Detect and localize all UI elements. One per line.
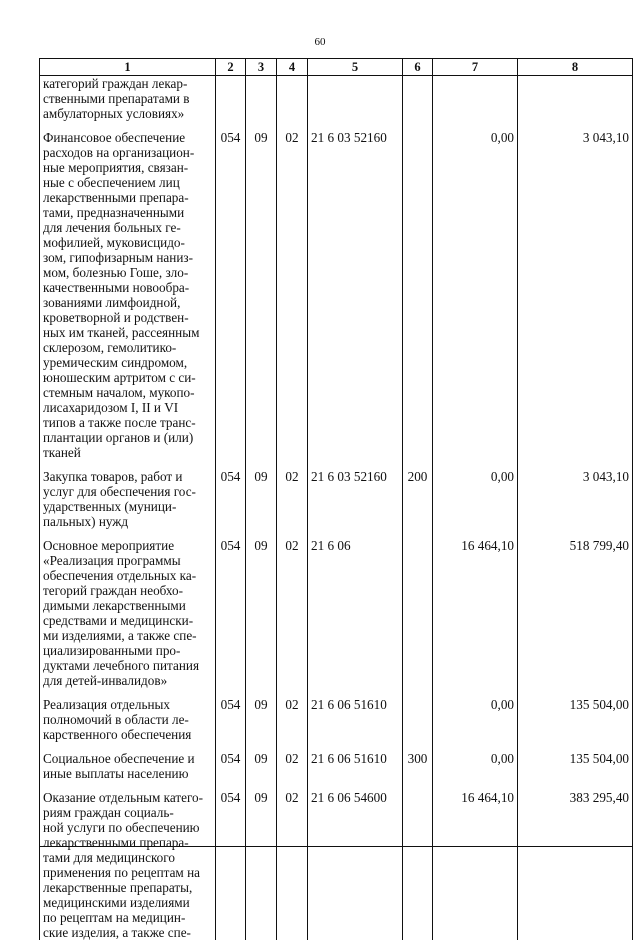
row-name-line: по рецептам на медицин- bbox=[43, 910, 212, 925]
amount-col7-cell: 0,00 bbox=[433, 697, 518, 742]
row-name-line: Социальное обеспечение и bbox=[43, 751, 212, 766]
spacer-cell bbox=[40, 781, 216, 790]
ministry-code-cell: 054 bbox=[216, 130, 246, 460]
spacer-cell bbox=[308, 688, 403, 697]
spacer-cell bbox=[403, 529, 433, 538]
row-name-line: уремическим синдромом, bbox=[43, 355, 212, 370]
subsection-code-cell: 02 bbox=[277, 697, 308, 742]
row-name-line: применения по рецептам на bbox=[43, 865, 212, 880]
spacer-cell bbox=[433, 460, 518, 469]
table-row bbox=[40, 751, 633, 781]
row-name-line: склерозом, гемолитико- bbox=[43, 340, 212, 355]
row-name-line: лекарственными препара- bbox=[43, 190, 212, 205]
amount-col8-cell: 135 504,00 bbox=[518, 697, 633, 742]
spacer-cell bbox=[216, 781, 246, 790]
spacer-cell bbox=[40, 688, 216, 697]
spacer-cell bbox=[40, 460, 216, 469]
spacer-cell bbox=[40, 121, 216, 130]
row-name-line: дуктами лечебного питания bbox=[43, 658, 212, 673]
row-name-line: категорий граждан лекар- bbox=[43, 76, 212, 91]
spacer-cell bbox=[518, 742, 633, 751]
amount-col8-cell: 383 295,40 bbox=[518, 790, 633, 940]
row-name-line: кроветворной и родствен- bbox=[43, 310, 212, 325]
row-name-line: Закупка товаров, работ и bbox=[43, 469, 212, 484]
table-row bbox=[40, 790, 633, 940]
spacer-cell bbox=[403, 742, 433, 751]
subsection-code-cell bbox=[277, 76, 308, 122]
spacer-cell bbox=[403, 460, 433, 469]
spacer-cell bbox=[277, 529, 308, 538]
row-name-line: ные с обеспечением лиц bbox=[43, 175, 212, 190]
target-article-cell: 21 6 06 bbox=[308, 538, 403, 688]
section-code-cell: 09 bbox=[246, 538, 277, 688]
target-article-cell bbox=[308, 76, 403, 122]
spacer-cell bbox=[277, 742, 308, 751]
amount-col7-cell: 0,00 bbox=[433, 130, 518, 460]
row-name-line: тканей bbox=[43, 445, 212, 460]
row-name-line: типов а также после транс- bbox=[43, 415, 212, 430]
column-header: 2 bbox=[216, 59, 246, 76]
amount-col8-cell: 518 799,40 bbox=[518, 538, 633, 688]
row-name-line: лекарственные препараты, bbox=[43, 880, 212, 895]
spacer-cell bbox=[433, 121, 518, 130]
target-article-cell: 21 6 06 51610 bbox=[308, 697, 403, 742]
amount-col7-cell bbox=[433, 76, 518, 122]
expense-type-cell bbox=[403, 697, 433, 742]
spacer-cell bbox=[518, 781, 633, 790]
spacer-cell bbox=[518, 460, 633, 469]
spacer-cell bbox=[246, 781, 277, 790]
row-name-cell bbox=[40, 469, 216, 529]
ministry-code-cell: 054 bbox=[216, 469, 246, 529]
row-name-line: «Реализация программы bbox=[43, 553, 212, 568]
spacer-cell bbox=[433, 742, 518, 751]
table-row bbox=[40, 538, 633, 688]
column-header: 6 bbox=[403, 59, 433, 76]
spacer-cell bbox=[216, 460, 246, 469]
amount-col8-cell: 135 504,00 bbox=[518, 751, 633, 781]
subsection-code-cell: 02 bbox=[277, 751, 308, 781]
section-code-cell: 09 bbox=[246, 697, 277, 742]
page-bottom-rule bbox=[39, 846, 632, 847]
ministry-code-cell bbox=[216, 76, 246, 122]
section-code-cell: 09 bbox=[246, 469, 277, 529]
row-name-line: ми изделиями, а также спе- bbox=[43, 628, 212, 643]
spacer-cell bbox=[246, 688, 277, 697]
row-name-cell bbox=[40, 130, 216, 460]
amount-col7-cell: 16 464,10 bbox=[433, 790, 518, 940]
row-name-line: мофилией, муковисцидо- bbox=[43, 235, 212, 250]
row-name-line: циализированными про- bbox=[43, 643, 212, 658]
column-header: 4 bbox=[277, 59, 308, 76]
row-name-line: ударственных (муници- bbox=[43, 499, 212, 514]
row-name-line: карственного обеспечения bbox=[43, 727, 212, 742]
row-name-line: амбулаторных условиях» bbox=[43, 106, 212, 121]
row-name-line: плантации органов и (или) bbox=[43, 430, 212, 445]
spacer-cell bbox=[216, 742, 246, 751]
expense-type-cell bbox=[403, 538, 433, 688]
table-row bbox=[40, 697, 633, 742]
spacer-cell bbox=[518, 688, 633, 697]
row-name-line: для лечения больных ге- bbox=[43, 220, 212, 235]
budget-table bbox=[39, 58, 633, 940]
expense-type-cell bbox=[403, 76, 433, 122]
row-name-cell bbox=[40, 751, 216, 781]
target-article-cell: 21 6 06 54600 bbox=[308, 790, 403, 940]
row-name-cell bbox=[40, 790, 216, 940]
row-name-line: мом, болезнью Гоше, зло- bbox=[43, 265, 212, 280]
row-name-line: полномочий в области ле- bbox=[43, 712, 212, 727]
amount-col8-cell: 3 043,10 bbox=[518, 469, 633, 529]
ministry-code-cell: 054 bbox=[216, 538, 246, 688]
row-name-line: зованиями лимфоидной, bbox=[43, 295, 212, 310]
row-name-line: иные выплаты населению bbox=[43, 766, 212, 781]
row-name-line: Реализация отдельных bbox=[43, 697, 212, 712]
amount-col8-cell bbox=[518, 76, 633, 122]
row-name-line: услуг для обеспечения гос- bbox=[43, 484, 212, 499]
target-article-cell: 21 6 03 52160 bbox=[308, 130, 403, 460]
row-name-line: ственными препаратами в bbox=[43, 91, 212, 106]
spacer-cell bbox=[246, 460, 277, 469]
table-row bbox=[40, 469, 633, 529]
target-article-cell: 21 6 06 51610 bbox=[308, 751, 403, 781]
row-name-line: димыми лекарственными bbox=[43, 598, 212, 613]
row-name-line: риям граждан социаль- bbox=[43, 805, 212, 820]
row-name-cell bbox=[40, 697, 216, 742]
spacer-cell bbox=[308, 742, 403, 751]
row-name-line: ных им тканей, рассеянным bbox=[43, 325, 212, 340]
spacer-cell bbox=[246, 742, 277, 751]
column-header: 1 bbox=[40, 59, 216, 76]
row-name-line: лекарственными препара- bbox=[43, 835, 212, 850]
row-name-line: качественными новообра- bbox=[43, 280, 212, 295]
column-header: 8 bbox=[518, 59, 633, 76]
amount-col7-cell: 0,00 bbox=[433, 469, 518, 529]
spacer-cell bbox=[308, 781, 403, 790]
row-name-cell bbox=[40, 76, 216, 122]
row-name-line: для детей-инвалидов» bbox=[43, 673, 212, 688]
row-name-line: Финансовое обеспечение bbox=[43, 130, 212, 145]
spacer-cell bbox=[518, 529, 633, 538]
spacer-cell bbox=[277, 781, 308, 790]
row-spacer bbox=[40, 688, 633, 697]
section-code-cell bbox=[246, 76, 277, 122]
row-name-line: стемным началом, мукопо- bbox=[43, 385, 212, 400]
amount-col8-cell: 3 043,10 bbox=[518, 130, 633, 460]
section-code-cell: 09 bbox=[246, 790, 277, 940]
target-article-cell: 21 6 03 52160 bbox=[308, 469, 403, 529]
expense-type-cell bbox=[403, 130, 433, 460]
subsection-code-cell: 02 bbox=[277, 469, 308, 529]
spacer-cell bbox=[433, 688, 518, 697]
row-name-line: расходов на организацион- bbox=[43, 145, 212, 160]
table-row bbox=[40, 130, 633, 460]
row-name-line: юношеским артритом с си- bbox=[43, 370, 212, 385]
ministry-code-cell: 054 bbox=[216, 790, 246, 940]
subsection-code-cell: 02 bbox=[277, 790, 308, 940]
expense-type-cell: 200 bbox=[403, 469, 433, 529]
page-number: 60 bbox=[0, 36, 640, 48]
row-name-line: ные мероприятия, связан- bbox=[43, 160, 212, 175]
amount-col7-cell: 16 464,10 bbox=[433, 538, 518, 688]
row-name-line: средствами и медицински- bbox=[43, 613, 212, 628]
expense-type-cell: 300 bbox=[403, 751, 433, 781]
spacer-cell bbox=[246, 121, 277, 130]
row-name-line: ские изделия, а также спе- bbox=[43, 925, 212, 940]
row-name-line: пальных) нужд bbox=[43, 514, 212, 529]
row-name-line: зом, гипофизарным наниз- bbox=[43, 250, 212, 265]
row-spacer bbox=[40, 121, 633, 130]
column-header: 5 bbox=[308, 59, 403, 76]
spacer-cell bbox=[216, 121, 246, 130]
expense-type-cell bbox=[403, 790, 433, 940]
spacer-cell bbox=[277, 121, 308, 130]
section-code-cell: 09 bbox=[246, 751, 277, 781]
table-header-row bbox=[40, 59, 633, 76]
ministry-code-cell: 054 bbox=[216, 697, 246, 742]
spacer-cell bbox=[277, 460, 308, 469]
spacer-cell bbox=[403, 121, 433, 130]
row-name-line: медицинскими изделиями bbox=[43, 895, 212, 910]
spacer-cell bbox=[40, 529, 216, 538]
spacer-cell bbox=[403, 688, 433, 697]
column-header: 7 bbox=[433, 59, 518, 76]
row-name-line: лисахаридозом I, II и VI bbox=[43, 400, 212, 415]
table-row bbox=[40, 76, 633, 122]
row-name-line: Оказание отдельным катего- bbox=[43, 790, 212, 805]
amount-col7-cell: 0,00 bbox=[433, 751, 518, 781]
spacer-cell bbox=[216, 529, 246, 538]
row-spacer bbox=[40, 460, 633, 469]
spacer-cell bbox=[277, 688, 308, 697]
spacer-cell bbox=[308, 121, 403, 130]
row-spacer bbox=[40, 529, 633, 538]
spacer-cell bbox=[433, 781, 518, 790]
row-name-line: обеспечения отдельных ка- bbox=[43, 568, 212, 583]
spacer-cell bbox=[308, 460, 403, 469]
spacer-cell bbox=[216, 688, 246, 697]
subsection-code-cell: 02 bbox=[277, 538, 308, 688]
row-name-line: тегорий граждан необхо- bbox=[43, 583, 212, 598]
spacer-cell bbox=[246, 529, 277, 538]
row-name-line: ной услуги по обеспечению bbox=[43, 820, 212, 835]
row-name-line: Основное мероприятие bbox=[43, 538, 212, 553]
table-body bbox=[40, 76, 633, 940]
column-header: 3 bbox=[246, 59, 277, 76]
spacer-cell bbox=[40, 742, 216, 751]
row-name-line: тами для медицинского bbox=[43, 850, 212, 865]
spacer-cell bbox=[308, 529, 403, 538]
row-spacer bbox=[40, 742, 633, 751]
spacer-cell bbox=[403, 781, 433, 790]
subsection-code-cell: 02 bbox=[277, 130, 308, 460]
row-spacer bbox=[40, 781, 633, 790]
ministry-code-cell: 054 bbox=[216, 751, 246, 781]
spacer-cell bbox=[433, 529, 518, 538]
section-code-cell: 09 bbox=[246, 130, 277, 460]
row-name-cell bbox=[40, 538, 216, 688]
spacer-cell bbox=[518, 121, 633, 130]
row-name-line: тами, предназначенными bbox=[43, 205, 212, 220]
